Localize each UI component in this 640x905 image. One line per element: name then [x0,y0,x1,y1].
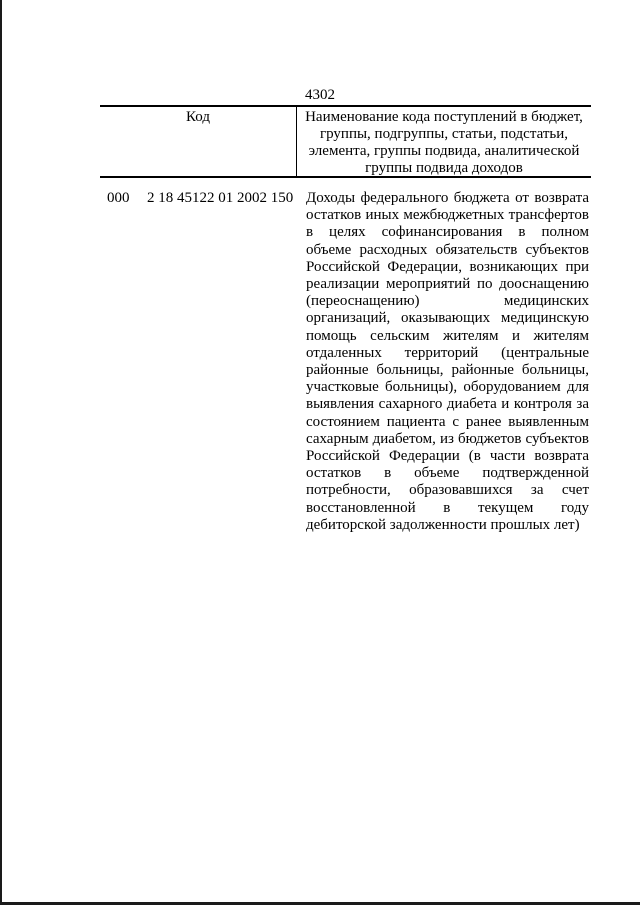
page-number: 4302 [305,87,335,103]
header-name-column: Наименование кода поступлений в бюджет, группы, подгруппы, статьи, подстатьи, элемента, группы подвида, аналитической группы подвида доходов [305,109,583,176]
revenue-code: 2 18 45122 01 2002 150 [147,190,294,206]
admin-code: 000 [107,190,130,206]
table-header [100,105,591,178]
scan-edge-left [0,0,2,905]
revenue-description: Доходы федерального бюджета от возврата остатков иных межбюджетных трансфертов в целях софинансирования в полном объеме расходных обязательств субъектов Российской Федерации, возникающих при реализации мероприятий по дооснащению (переоснащению) медицинских организаций, оказывающих медицинскую помощь сельским жителям и жителям отдаленных территорий (центральные районные больницы, районные больницы, участковые больницы), оборудованием для выявления сахарного диабета и контроля за состоянием пациента с ранее выявленным сахарным диабетом, из бюджетов субъектов Российской Федерации (в части возврата остатков в объеме подтвержденной потребности, образовавшихся за счет восстановленной в текущем году дебиторской задолженности прошлых лет) [306,190,589,533]
header-code-column: Код [100,107,297,176]
